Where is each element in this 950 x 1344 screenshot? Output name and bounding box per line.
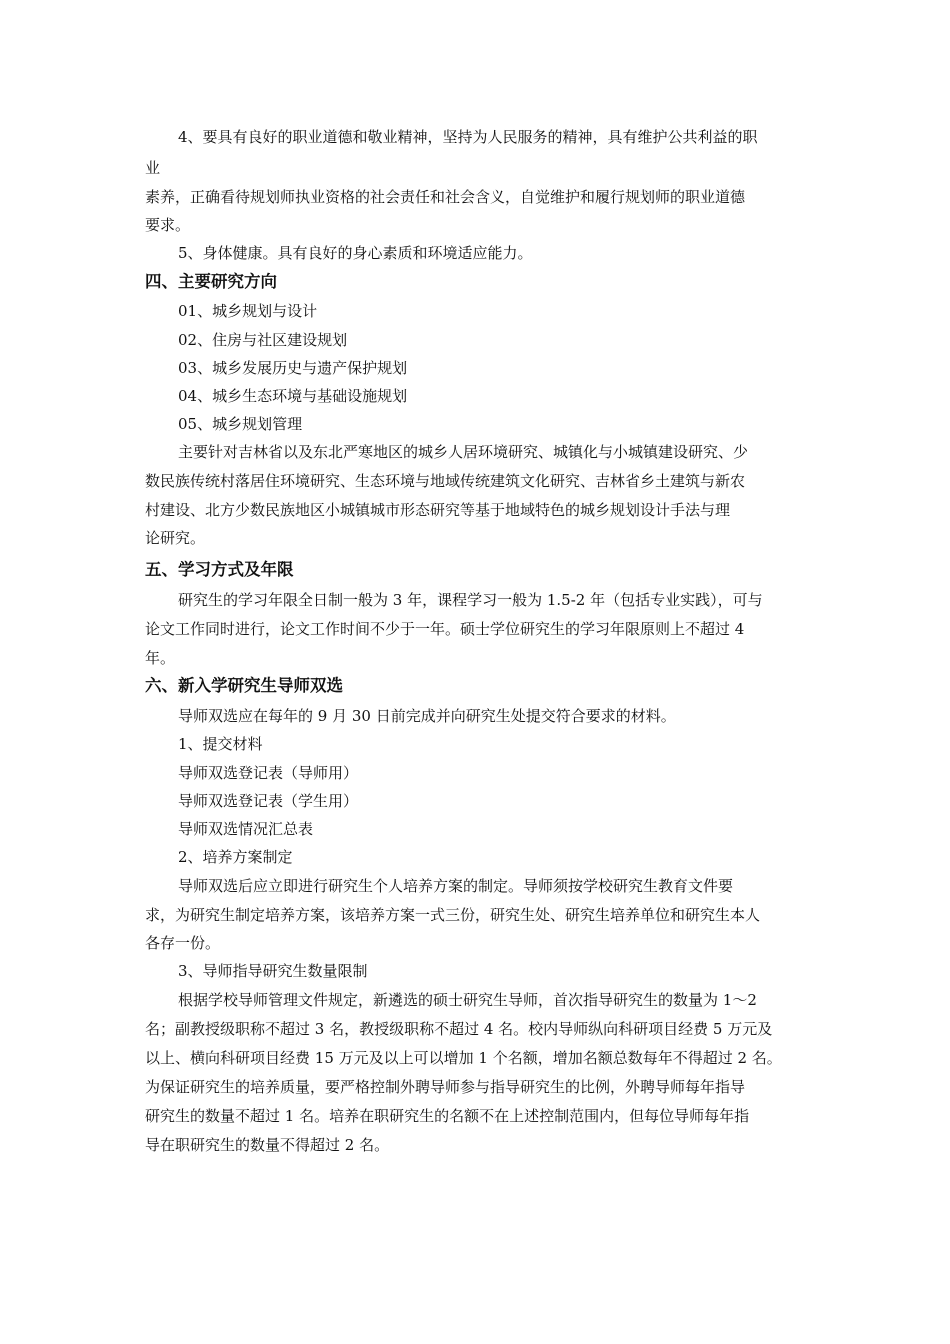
- direction-item: 03、城乡发展历史与遗产保护规划: [178, 359, 408, 377]
- direction-item: 05、城乡规划管理: [178, 415, 303, 433]
- item5: 5、身体健康。具有良好的身心素质和环境适应能力。: [178, 244, 533, 262]
- sub3-line: 为保证研究生的培养质量，要严格控制外聘导师参与指导研究生的比例，外聘导师每年指导: [145, 1078, 746, 1096]
- item4-line1: 4、要具有良好的职业道德和敬业精神，坚持为人民服务的精神，具有维护公共利益的职: [178, 128, 758, 146]
- sub2-line: 导师双选后应立即进行研究生个人培养方案的制定。导师须按学校研究生教育文件要: [178, 877, 734, 895]
- sub3-line: 导在职研究生的数量不得超过 2 名。: [145, 1136, 390, 1154]
- section4-para-line: 数民族传统村落居住环境研究、生态环境与地域传统建筑文化研究、吉林省乡土建筑与新农: [145, 472, 746, 490]
- section4-para-line: 村建设、北方少数民族地区小城镇城市形态研究等基于地域特色的城乡规划设计手法与理: [145, 501, 731, 519]
- sub2-line: 求，为研究生制定培养方案，该培养方案一式三份，研究生处、研究生培养单位和研究生本人: [145, 906, 761, 924]
- section4-para-line: 论研究。: [145, 529, 206, 547]
- item4-line2: 业: [145, 159, 161, 177]
- section4-para-line: 主要针对吉林省以及东北严寒地区的城乡人居环境研究、城镇化与小城镇建设研究、少: [178, 443, 749, 461]
- item4-line4: 要求。: [145, 216, 191, 234]
- sub1-item: 导师双选登记表（学生用）: [178, 792, 359, 810]
- section4-heading: 四、主要研究方向: [145, 272, 277, 291]
- direction-item: 01、城乡规划与设计: [178, 302, 318, 320]
- direction-item: 02、住房与社区建设规划: [178, 331, 348, 349]
- sub3-line: 研究生的数量不超过 1 名。培养在职研究生的名额不在上述控制范围内，但每位导师每年指: [145, 1107, 750, 1125]
- sub3-line: 名；副教授级职称不超过 3 名，教授级职称不超过 4 名。校内导师纵向科研项目经费 5 万元及: [145, 1020, 773, 1038]
- sub1-title: 1、提交材料: [178, 735, 263, 753]
- section5-para-line: 研究生的学习年限全日制一般为 3 年，课程学习一般为 1.5-2 年（包括专业实践），可与: [178, 591, 763, 609]
- sub3-line: 以上、横向科研项目经费 15 万元及以上可以增加 1 个名额，增加名额总数每年不得超过 2 名。: [145, 1049, 782, 1067]
- section5-para-line: 论文工作同时进行，论文工作时间不少于一年。硕士学位研究生的学习年限原则上不超过 4: [145, 620, 745, 638]
- item4-line3: 素养，正确看待规划师执业资格的社会责任和社会含义，自觉维护和履行规划师的职业道德: [145, 188, 746, 206]
- sub3-title: 3、导师指导研究生数量限制: [178, 962, 368, 980]
- section5-para-line: 年。: [145, 649, 176, 667]
- sub3-line: 根据学校导师管理文件规定，新遴选的硕士研究生导师，首次指导研究生的数量为 1～2: [178, 991, 757, 1009]
- sub1-item: 导师双选登记表（导师用）: [178, 764, 359, 782]
- section5-heading: 五、学习方式及年限: [145, 560, 294, 579]
- sub2-line: 各存一份。: [145, 934, 221, 952]
- sub2-title: 2、培养方案制定: [178, 848, 293, 866]
- direction-item: 04、城乡生态环境与基础设施规划: [178, 387, 408, 405]
- sub1-item: 导师双选情况汇总表: [178, 820, 314, 838]
- section6-heading: 六、新入学研究生导师双选: [145, 676, 343, 695]
- section6-intro: 导师双选应在每年的 9 月 30 日前完成并向研究生处提交符合要求的材料。: [178, 707, 676, 725]
